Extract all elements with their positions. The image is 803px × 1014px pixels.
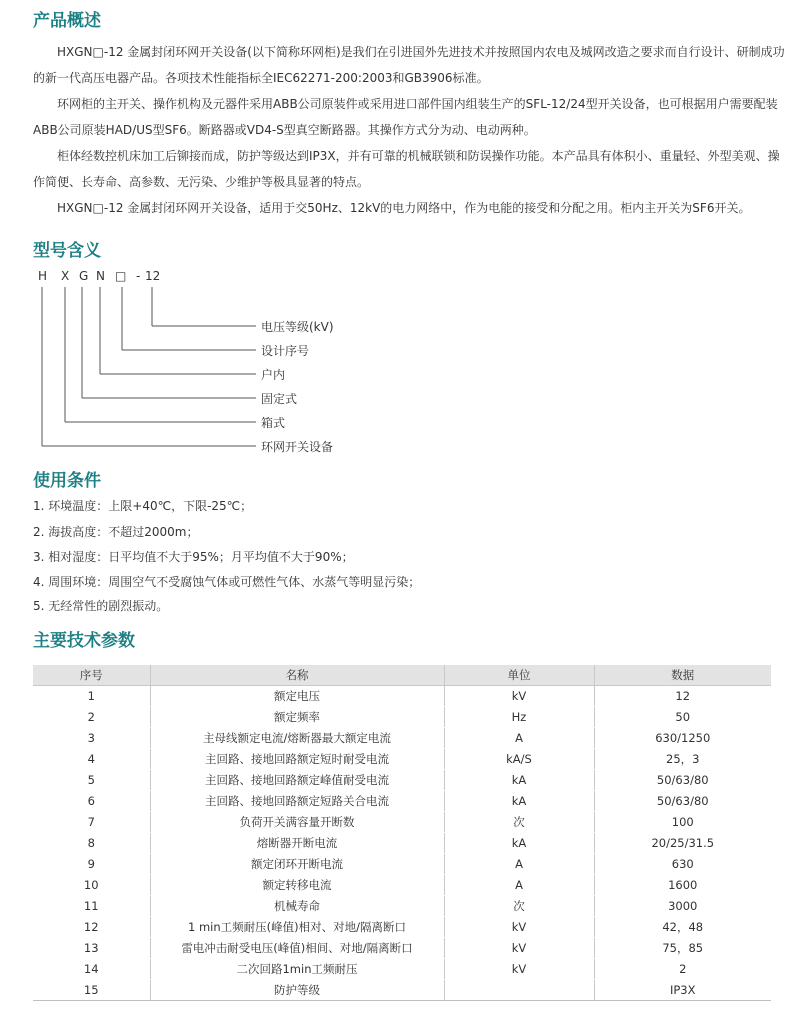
cell-unit: kA bbox=[444, 833, 594, 854]
header-name: 名称 bbox=[150, 665, 444, 686]
table-row bbox=[33, 812, 771, 833]
cell-unit: A bbox=[444, 728, 594, 749]
table-row bbox=[33, 791, 771, 812]
cell-unit: kV bbox=[444, 917, 594, 938]
cell-index: 8 bbox=[33, 833, 150, 854]
table-row bbox=[33, 875, 771, 896]
cell-name: 主回路、接地回路额定短时耐受电流 bbox=[150, 749, 444, 770]
cell-unit: Hz bbox=[444, 707, 594, 728]
cell-value: 630 bbox=[594, 854, 771, 875]
overview-heading: 产品概述 bbox=[33, 11, 101, 31]
cell-unit: kV bbox=[444, 959, 594, 980]
table-row bbox=[33, 917, 771, 938]
condition-item-2: 2. 海拔高度：不超过2000m； bbox=[33, 525, 199, 539]
cell-value: 50 bbox=[594, 707, 771, 728]
model-letter-box: □ bbox=[115, 269, 127, 283]
cell-name: 主母线额定电流/熔断器最大额定电流 bbox=[150, 728, 444, 749]
cell-name: 机械寿命 bbox=[150, 896, 444, 917]
table-row bbox=[33, 833, 771, 854]
table-row bbox=[33, 980, 771, 1001]
overview-paragraph-2: 环网柜的主开关、操作机构及元器件采用ABB公司原装件或采用进口部件国内组装生产的SFL-12/24型开关设备，也可根据用户需要配装ABB公司原装HAD/US型SF6。断路器或VD4-S型真空断路器。其操作方式分为动、电动两种。 bbox=[33, 97, 778, 137]
cell-unit: 次 bbox=[444, 896, 594, 917]
overview-paragraph-4: HXGN□-12 金属封闭环网开关设备，适用于交50Hz、12kV的电力网络中，作为电能的接受和分配之用。柜内主开关为SF6开关。 bbox=[57, 201, 751, 215]
overview-paragraph-1: HXGN□-12 金属封闭环网开关设备(以下简称环网柜)是我们在引进国外先进技术并按照国内农电及城网改造之要求而自行设计、研制成功的新一代高压电器产品。各项技术性能指标全IEC62271-200:2003和GB3906标准。 bbox=[33, 45, 785, 85]
cell-index: 1 bbox=[33, 686, 150, 707]
model-letter-h: H bbox=[38, 269, 48, 283]
cell-name: 1 min工频耐压(峰值)相对、对地/隔离断口 bbox=[150, 917, 444, 938]
condition-item-1: 1. 环境温度：上限+40℃，下限-25℃； bbox=[33, 499, 253, 513]
cell-unit: A bbox=[444, 854, 594, 875]
cell-name: 防护等级 bbox=[150, 980, 444, 1001]
cell-value: 1600 bbox=[594, 875, 771, 896]
model-label-indoor: 户内 bbox=[261, 368, 286, 382]
cell-name: 雷电冲击耐受电压(峰值)相间、对地/隔离断口 bbox=[150, 938, 444, 959]
overview-paragraph-3: 柜体经数控机床加工后铆接而成，防护等级达到IP3X，并有可靠的机械联锁和防误操作功能。本产品具有体积小、重量轻、外型美观、操作简便、长寿命、高参数、无污染、少维护等极具显著的特点。 bbox=[33, 149, 780, 189]
cell-name: 额定闭环开断电流 bbox=[150, 854, 444, 875]
table-row bbox=[33, 896, 771, 917]
cell-value: IP3X bbox=[594, 980, 771, 1001]
table-row bbox=[33, 686, 771, 707]
cell-index: 2 bbox=[33, 707, 150, 728]
params-table-body bbox=[33, 686, 771, 1001]
cell-name: 主回路、接地回路额定峰值耐受电流 bbox=[150, 770, 444, 791]
cell-name: 主回路、接地回路额定短路关合电流 bbox=[150, 791, 444, 812]
cell-index: 14 bbox=[33, 959, 150, 980]
model-label-fixed: 固定式 bbox=[261, 392, 298, 406]
conditions-heading: 使用条件 bbox=[33, 471, 101, 491]
cell-unit: A bbox=[444, 875, 594, 896]
header-index: 序号 bbox=[33, 665, 150, 686]
cell-unit: kA/S bbox=[444, 749, 594, 770]
table-row bbox=[33, 728, 771, 749]
table-row bbox=[33, 959, 771, 980]
cell-value: 25，3 bbox=[594, 749, 771, 770]
table-row bbox=[33, 770, 771, 791]
cell-index: 15 bbox=[33, 980, 150, 1001]
cell-index: 5 bbox=[33, 770, 150, 791]
cell-value: 630/1250 bbox=[594, 728, 771, 749]
cell-unit: 次 bbox=[444, 812, 594, 833]
header-unit: 单位 bbox=[444, 665, 594, 686]
cell-index: 4 bbox=[33, 749, 150, 770]
cell-index: 11 bbox=[33, 896, 150, 917]
params-heading: 主要技术参数 bbox=[33, 631, 135, 651]
model-bracket-lines bbox=[0, 0, 803, 470]
cell-name: 熔断器开断电流 bbox=[150, 833, 444, 854]
cell-value: 3000 bbox=[594, 896, 771, 917]
model-letter-x: X bbox=[61, 269, 70, 283]
cell-unit: kV bbox=[444, 938, 594, 959]
cell-name: 额定电压 bbox=[150, 686, 444, 707]
cell-index: 6 bbox=[33, 791, 150, 812]
condition-item-4: 4. 周围环境：周围空气不受腐蚀气体或可燃性气体、水蒸气等明显污染； bbox=[33, 575, 421, 589]
model-letter-g: G bbox=[79, 269, 89, 283]
cell-unit bbox=[444, 980, 594, 1001]
model-heading: 型号含义 bbox=[33, 241, 101, 261]
cell-value: 100 bbox=[594, 812, 771, 833]
model-label-box: 箱式 bbox=[261, 416, 286, 430]
cell-value: 42，48 bbox=[594, 917, 771, 938]
cell-index: 9 bbox=[33, 854, 150, 875]
model-label-design-no: 设计序号 bbox=[261, 344, 310, 358]
cell-value: 50/63/80 bbox=[594, 770, 771, 791]
cell-unit: kA bbox=[444, 791, 594, 812]
cell-value: 50/63/80 bbox=[594, 791, 771, 812]
cell-index: 13 bbox=[33, 938, 150, 959]
cell-name: 额定转移电流 bbox=[150, 875, 444, 896]
model-label-ring-main: 环网开关设备 bbox=[261, 440, 334, 454]
cell-name: 二次回路1min工频耐压 bbox=[150, 959, 444, 980]
params-table bbox=[33, 665, 771, 1001]
cell-value: 2 bbox=[594, 959, 771, 980]
cell-index: 12 bbox=[33, 917, 150, 938]
cell-name: 负荷开关满容量开断数 bbox=[150, 812, 444, 833]
table-row bbox=[33, 938, 771, 959]
cell-index: 3 bbox=[33, 728, 150, 749]
cell-unit: kA bbox=[444, 770, 594, 791]
cell-name: 额定频率 bbox=[150, 707, 444, 728]
cell-value: 75，85 bbox=[594, 938, 771, 959]
cell-value: 12 bbox=[594, 686, 771, 707]
header-value: 数据 bbox=[594, 665, 771, 686]
condition-item-3: 3. 相对湿度：日平均值不大于95%；月平均值不大于90%； bbox=[33, 550, 354, 564]
params-table-header bbox=[33, 665, 771, 686]
table-row bbox=[33, 749, 771, 770]
cell-value: 20/25/31.5 bbox=[594, 833, 771, 854]
model-label-voltage: 电压等级(kV) bbox=[261, 320, 334, 334]
condition-item-5: 5. 无经常性的剧烈振动。 bbox=[33, 599, 169, 613]
table-row bbox=[33, 707, 771, 728]
cell-index: 10 bbox=[33, 875, 150, 896]
cell-unit: kV bbox=[444, 686, 594, 707]
model-letter-n: N bbox=[96, 269, 105, 283]
model-letter-12: 12 bbox=[145, 269, 161, 283]
table-row bbox=[33, 854, 771, 875]
cell-index: 7 bbox=[33, 812, 150, 833]
model-letter-dash: - bbox=[136, 269, 141, 283]
